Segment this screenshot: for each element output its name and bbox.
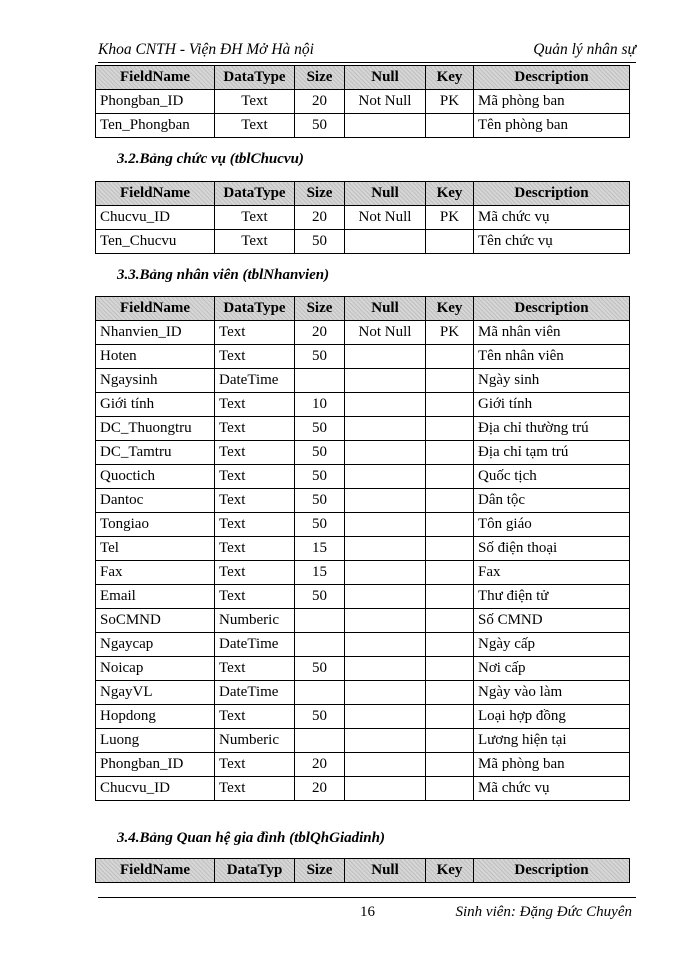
table-cell: Luong [96, 729, 215, 753]
table-row [96, 489, 630, 513]
table-cell: 50 [295, 585, 345, 609]
table-cell: 15 [295, 561, 345, 585]
column-header: Key [426, 859, 474, 883]
table-row [96, 729, 630, 753]
table-cell: Giới tính [474, 393, 630, 417]
table-row [96, 537, 630, 561]
table-cell: Text [215, 441, 295, 465]
table-row [96, 417, 630, 441]
table-cell: Địa chỉ thường trú [474, 417, 630, 441]
table-cell [426, 657, 474, 681]
section-title-chucvu: 3.2.Bảng chức vụ (tblChucvu) [117, 151, 304, 167]
table-cell: Ngày cấp [474, 633, 630, 657]
table-cell [426, 441, 474, 465]
table-cell: Text [215, 537, 295, 561]
table-cell: Loại hợp đồng [474, 705, 630, 729]
table-row [96, 561, 630, 585]
table-cell: Địa chỉ tạm trú [474, 441, 630, 465]
table-cell: Số CMND [474, 609, 630, 633]
column-header: Null [345, 297, 426, 321]
section-title-qhgiadinh: 3.4.Bảng Quan hệ gia đình (tblQhGiadinh) [117, 830, 385, 846]
table-cell [295, 633, 345, 657]
table-cell: Ngaycap [96, 633, 215, 657]
table-cell: Mã chức vụ [474, 206, 630, 230]
table-row [96, 345, 630, 369]
table-cell: Not Null [345, 90, 426, 114]
footer-student: Sinh viên: Đặng Đức Chuyên [455, 904, 632, 920]
table-cell: Text [215, 489, 295, 513]
column-header: Size [295, 182, 345, 206]
table-row [96, 609, 630, 633]
table-cell: Ten_Phongban [96, 114, 215, 138]
table-cell: DC_Thuongtru [96, 417, 215, 441]
table-cell [345, 369, 426, 393]
column-header: Size [295, 66, 345, 90]
table-cell: 20 [295, 753, 345, 777]
table-row [96, 705, 630, 729]
table-cell: Text [215, 513, 295, 537]
table-cell: Text [215, 230, 295, 254]
table-cell: 20 [295, 777, 345, 801]
table-cell: Lương hiện tại [474, 729, 630, 753]
table-cell [426, 777, 474, 801]
table-cell [426, 729, 474, 753]
table-cell: Text [215, 705, 295, 729]
table-cell: Not Null [345, 206, 426, 230]
table-row [96, 90, 630, 114]
table-cell [426, 561, 474, 585]
table-cell [345, 681, 426, 705]
table-cell: 10 [295, 393, 345, 417]
table-cell: 50 [295, 417, 345, 441]
table-cell: Nhanvien_ID [96, 321, 215, 345]
table-header-row [96, 297, 630, 321]
table-cell: Text [215, 561, 295, 585]
table-cell: Fax [474, 561, 630, 585]
table-cell: Mã chức vụ [474, 777, 630, 801]
table-cell [345, 561, 426, 585]
table-cell: Mã phòng ban [474, 753, 630, 777]
table-header-row [96, 66, 630, 90]
table-cell [345, 609, 426, 633]
table-cell: Text [215, 585, 295, 609]
table-cell: 50 [295, 345, 345, 369]
table-cell: Phongban_ID [96, 753, 215, 777]
table-row [96, 230, 630, 254]
table-cell [345, 513, 426, 537]
table-cell: Text [215, 465, 295, 489]
table-cell [295, 681, 345, 705]
table-cell: Nơi cấp [474, 657, 630, 681]
page-header [98, 40, 636, 60]
table-cell: Tel [96, 537, 215, 561]
table-cell: Text [215, 417, 295, 441]
table-cell [426, 705, 474, 729]
table-row [96, 633, 630, 657]
table-cell: Chucvu_ID [96, 206, 215, 230]
table-cell: Not Null [345, 321, 426, 345]
table-cell [345, 114, 426, 138]
column-header: Key [426, 297, 474, 321]
table-cell: 15 [295, 537, 345, 561]
table-row [96, 441, 630, 465]
table-cell: Hoten [96, 345, 215, 369]
table-cell: 20 [295, 206, 345, 230]
section-title-nhanvien: 3.3.Bảng nhân viên (tblNhanvien) [117, 267, 330, 283]
table-cell: 50 [295, 513, 345, 537]
header-rule [98, 62, 636, 63]
column-header: FieldName [96, 297, 215, 321]
page-number: 16 [360, 904, 375, 920]
table-cell [426, 633, 474, 657]
column-header: FieldName [96, 859, 215, 883]
table-cell [345, 633, 426, 657]
table-row [96, 465, 630, 489]
table-row [96, 369, 630, 393]
table-row [96, 393, 630, 417]
table-cell [426, 489, 474, 513]
table-cell: DateTime [215, 633, 295, 657]
column-header: Key [426, 182, 474, 206]
table-cell [345, 441, 426, 465]
table-cell: Text [215, 657, 295, 681]
table-cell: Tongiao [96, 513, 215, 537]
table-cell: Text [215, 114, 295, 138]
table-cell [426, 537, 474, 561]
column-header: DataTyp [215, 859, 295, 883]
column-header: Description [474, 297, 630, 321]
column-header: Description [474, 66, 630, 90]
table-cell: Ten_Chucvu [96, 230, 215, 254]
column-header: Null [345, 66, 426, 90]
table-cell [426, 393, 474, 417]
header-faculty: Khoa CNTH - Viện ĐH Mở Hà nội [98, 41, 314, 58]
table-cell: Quoctich [96, 465, 215, 489]
table-cell: Ngaysinh [96, 369, 215, 393]
table-cell: 20 [295, 90, 345, 114]
table-row [96, 753, 630, 777]
column-header: Description [474, 182, 630, 206]
table-cell [426, 585, 474, 609]
column-header: Size [295, 297, 345, 321]
table-cell [345, 585, 426, 609]
table-cell [426, 345, 474, 369]
table-row [96, 777, 630, 801]
column-header: FieldName [96, 182, 215, 206]
table-cell [426, 753, 474, 777]
table-cell: Giới tính [96, 393, 215, 417]
table-cell [345, 777, 426, 801]
table-cell [426, 230, 474, 254]
column-header: Key [426, 66, 474, 90]
table-chucvu [95, 181, 630, 254]
table-row [96, 114, 630, 138]
table-cell [345, 753, 426, 777]
table-cell [345, 729, 426, 753]
table-cell: Ngày sinh [474, 369, 630, 393]
table-cell: Tôn giáo [474, 513, 630, 537]
table-cell: Ngày vào làm [474, 681, 630, 705]
table-cell: SoCMND [96, 609, 215, 633]
table-cell [345, 489, 426, 513]
table-cell [426, 609, 474, 633]
table-cell [426, 369, 474, 393]
table-cell: NgayVL [96, 681, 215, 705]
table-cell [426, 681, 474, 705]
table-cell [295, 369, 345, 393]
table-cell: Tên phòng ban [474, 114, 630, 138]
table-cell: Numberic [215, 609, 295, 633]
table-cell: Hopdong [96, 705, 215, 729]
table-qhgiadinh [95, 858, 630, 883]
table-cell: Text [215, 321, 295, 345]
header-subject: Quản lý nhân sự [533, 41, 636, 58]
table-cell: DateTime [215, 681, 295, 705]
table-cell [345, 393, 426, 417]
table-cell: Chucvu_ID [96, 777, 215, 801]
table-nhanvien [95, 296, 630, 801]
column-header: Size [295, 859, 345, 883]
table-header-row [96, 182, 630, 206]
table-row [96, 657, 630, 681]
table-cell [345, 705, 426, 729]
table-cell: 50 [295, 657, 345, 681]
table-cell [345, 345, 426, 369]
table-cell: Số điện thoại [474, 537, 630, 561]
table-cell: Noicap [96, 657, 215, 681]
table-cell: 50 [295, 705, 345, 729]
column-header: DataType [215, 66, 295, 90]
table-cell [295, 729, 345, 753]
table-cell: DC_Tamtru [96, 441, 215, 465]
page-footer [98, 902, 636, 922]
table-cell: Dantoc [96, 489, 215, 513]
table-row [96, 681, 630, 705]
table-cell [345, 417, 426, 441]
column-header: DataType [215, 182, 295, 206]
table-cell [426, 114, 474, 138]
footer-rule [98, 897, 636, 898]
table-cell [426, 417, 474, 441]
table-cell: Text [215, 90, 295, 114]
table-cell: 50 [295, 441, 345, 465]
table-row [96, 513, 630, 537]
table-cell [345, 465, 426, 489]
table-cell: DateTime [215, 369, 295, 393]
table-cell: Tên chức vụ [474, 230, 630, 254]
column-header: Description [474, 859, 630, 883]
column-header: DataType [215, 297, 295, 321]
table-cell: Email [96, 585, 215, 609]
table-cell: Tên nhân viên [474, 345, 630, 369]
table-cell: 50 [295, 465, 345, 489]
table-cell: Dân tộc [474, 489, 630, 513]
table-cell: Mã nhân viên [474, 321, 630, 345]
table-row [96, 206, 630, 230]
table-cell: 50 [295, 230, 345, 254]
table-cell: Quốc tịch [474, 465, 630, 489]
column-header: FieldName [96, 66, 215, 90]
table-cell: Text [215, 393, 295, 417]
table-cell [295, 609, 345, 633]
table-row [96, 585, 630, 609]
table-cell: PK [426, 321, 474, 345]
column-header: Null [345, 859, 426, 883]
table-cell: 50 [295, 489, 345, 513]
table-cell: Text [215, 777, 295, 801]
column-header: Null [345, 182, 426, 206]
table-cell [345, 657, 426, 681]
table-cell: Text [215, 206, 295, 230]
table-cell: Phongban_ID [96, 90, 215, 114]
table-cell: Numberic [215, 729, 295, 753]
table-phongban [95, 65, 630, 138]
table-cell [345, 537, 426, 561]
table-cell: Text [215, 753, 295, 777]
table-cell: Thư điện tử [474, 585, 630, 609]
table-cell [426, 513, 474, 537]
table-cell: 50 [295, 114, 345, 138]
table-cell [345, 230, 426, 254]
table-cell [426, 465, 474, 489]
table-cell: Fax [96, 561, 215, 585]
table-cell: Mã phòng ban [474, 90, 630, 114]
table-cell: PK [426, 206, 474, 230]
table-cell: PK [426, 90, 474, 114]
table-header-row [96, 859, 630, 883]
table-cell: Text [215, 345, 295, 369]
table-cell: 20 [295, 321, 345, 345]
table-row [96, 321, 630, 345]
